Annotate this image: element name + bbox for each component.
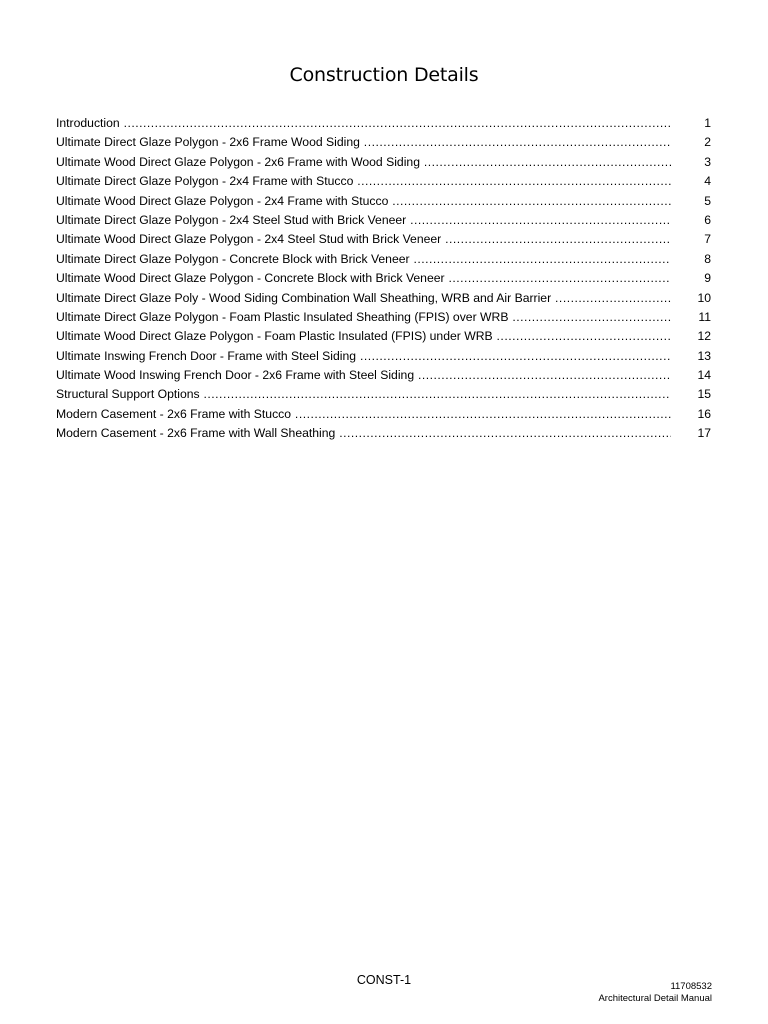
toc-entry[interactable] <box>56 327 711 346</box>
toc-entry-page-number: 5 <box>704 193 711 208</box>
toc-entry[interactable] <box>56 114 711 133</box>
page-title: Construction Details <box>289 64 479 86</box>
toc-entry-page-number: 2 <box>704 135 711 150</box>
document-info <box>598 981 712 1005</box>
toc-entry-title: Ultimate Wood Inswing French Door - 2x6 Frame with Steel Siding ..... <box>56 366 671 385</box>
toc-entry[interactable] <box>56 192 711 211</box>
toc-entry-title: Ultimate Direct Glaze Polygon - Foam Plastic Insulated Sheathing (FPIS) over WRB ..... <box>56 308 671 327</box>
toc-entry[interactable] <box>56 153 711 172</box>
toc-entry-page-number: 4 <box>704 174 711 189</box>
toc-entry-page-number: 15 <box>697 387 711 402</box>
toc-entry-page-number: 11 <box>698 309 711 324</box>
toc-entry[interactable] <box>56 308 711 327</box>
toc-entry[interactable] <box>56 133 711 152</box>
toc-entry-title: Ultimate Direct Glaze Polygon - 2x4 Steel Stud with Brick Veneer ..... <box>56 211 671 230</box>
toc-entry-page-number: 13 <box>697 348 711 363</box>
toc-entry-page-number: 3 <box>704 154 711 169</box>
toc-entry-title: Ultimate Direct Glaze Polygon - 2x6 Frame Wood Siding ..... <box>56 133 671 152</box>
toc-entry[interactable] <box>56 405 711 424</box>
toc-entry-title: Ultimate Wood Direct Glaze Polygon - 2x6 Frame with Wood Siding ..... <box>56 153 671 172</box>
toc-entry[interactable] <box>56 250 711 269</box>
toc-entry-page-number: 8 <box>704 251 711 266</box>
toc-entry[interactable] <box>56 230 711 249</box>
toc-entry-title: Ultimate Direct Glaze Polygon - Concrete Block with Brick Veneer ..... <box>56 250 671 269</box>
toc-entry-title: Ultimate Direct Glaze Polygon - 2x4 Frame with Stucco ..... <box>56 172 671 191</box>
toc-entry-title: Structural Support Options ..... <box>56 385 671 404</box>
toc-entry-page-number: 1 <box>704 116 711 130</box>
table-of-contents <box>56 114 711 444</box>
toc-entry-page-number: 14 <box>697 368 711 383</box>
toc-entry-page-number: 16 <box>697 406 711 421</box>
toc-entry-page-number: 9 <box>704 271 711 286</box>
toc-entry[interactable] <box>56 424 711 443</box>
toc-entry-title: Ultimate Wood Direct Glaze Polygon - 2x4 Steel Stud with Brick Veneer ..... <box>56 230 671 249</box>
toc-entry[interactable] <box>56 366 711 385</box>
toc-entry-title: Ultimate Wood Direct Glaze Polygon - Foam Plastic Insulated (FPIS) under WRB ..... <box>56 327 671 346</box>
toc-entry-page-number: 12 <box>697 329 711 344</box>
document-number: 11708532 <box>670 981 712 992</box>
toc-entry[interactable] <box>56 347 711 366</box>
toc-entry-page-number: 17 <box>697 426 711 441</box>
toc-entry-title: Modern Casement - 2x6 Frame with Wall Sheathing ..... <box>56 424 671 443</box>
toc-entry-page-number: 7 <box>704 232 711 247</box>
toc-entry[interactable] <box>56 385 711 404</box>
toc-entry[interactable] <box>56 269 711 288</box>
toc-entry[interactable] <box>56 289 711 308</box>
toc-entry-title: Introduction ..... <box>56 114 671 133</box>
toc-entry-title: Ultimate Wood Direct Glaze Polygon - Concrete Block with Brick Veneer ..... <box>56 269 671 288</box>
page-label: CONST-1 <box>356 973 412 987</box>
toc-entry-title: Ultimate Direct Glaze Poly - Wood Siding Combination Wall Sheathing, WRB and Air Barrier ..... <box>56 289 671 308</box>
document-title: Architectural Detail Manual <box>598 993 712 1004</box>
toc-entry[interactable] <box>56 172 711 191</box>
toc-entry[interactable] <box>56 211 711 230</box>
toc-entry-title: Ultimate Wood Direct Glaze Polygon - 2x4 Frame with Stucco ..... <box>56 192 671 211</box>
toc-entry-title: Ultimate Inswing French Door - Frame with Steel Siding ..... <box>56 347 671 366</box>
toc-entry-title: Modern Casement - 2x6 Frame with Stucco ..... <box>56 405 671 424</box>
toc-entry-page-number: 6 <box>704 212 711 227</box>
toc-entry-page-number: 10 <box>697 290 711 305</box>
